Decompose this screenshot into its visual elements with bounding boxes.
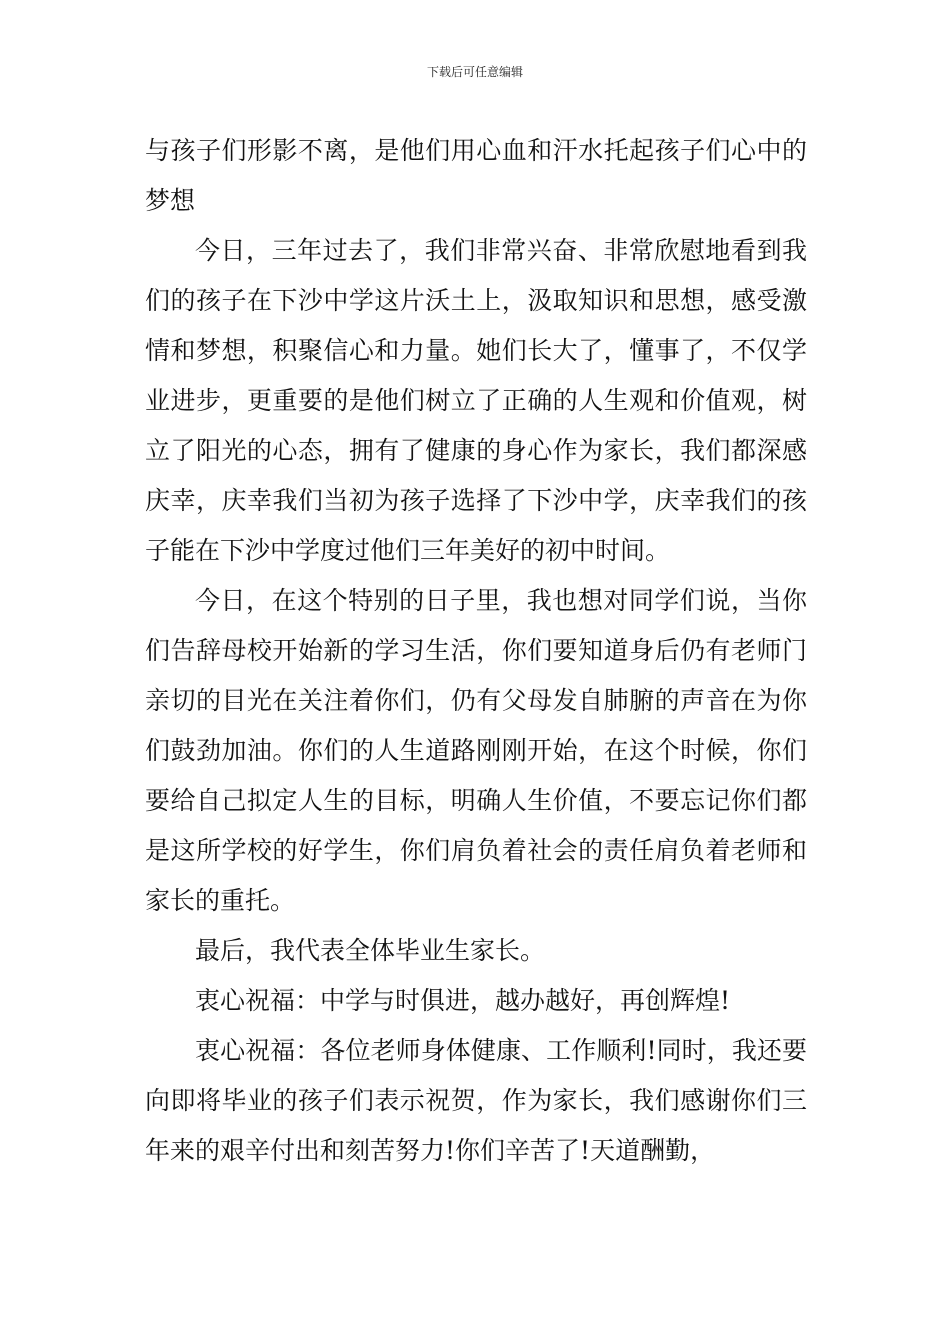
- paragraph-1: 与孩子们形影不离，是他们用心血和汗水托起孩子们心中的梦想: [145, 136, 807, 215]
- paragraph-3: 今日，在这个特别的日子里，我也想对同学们说，当你们告辞母校开始新的学习生活，你们要知道身后仍有老师门亲切的目光在关注着你们，仍有父母发自肺腑的声音在为你们鼓劲加油。你们的人生道路刚刚开始，在这个时候，你们要给自己拟定人生的目标，明确人生价值，不要忘记你们都是这所学校的好学生，你们肩负着社会的责任肩负着老师和家长的重托。: [145, 586, 807, 915]
- paragraph-4: 最后，我代表全体毕业生家长。: [195, 936, 546, 965]
- document-body: [145, 126, 807, 1176]
- paragraph-2: 今日，三年过去了，我们非常兴奋、非常欣慰地看到我们的孩子在下沙中学这片沃土上，汲取知识和思想，感受激情和梦想，积聚信心和力量。她们长大了，懂事了，不仅学业进步，更重要的是他们树立了正确的人生观和价值观，树立了阳光的心态，拥有了健康的身心作为家长，我们都深感庆幸，庆幸我们当初为孩子选择了下沙中学，庆幸我们的孩子能在下沙中学度过他们三年美好的初中时间。: [145, 236, 807, 565]
- paragraph-5: 衷心祝福：中学与时俱进，越办越好，再创辉煌!: [195, 986, 731, 1015]
- page-header: 下载后可任意编辑: [426, 65, 523, 79]
- paragraph-6: 衷心祝福：各位老师身体健康、工作顺利!同时，我还要向即将毕业的孩子们表示祝贺，作为家长，我们感谢你们三年来的艰辛付出和刻苦努力!你们辛苦了!天道酬勤，: [145, 1036, 807, 1165]
